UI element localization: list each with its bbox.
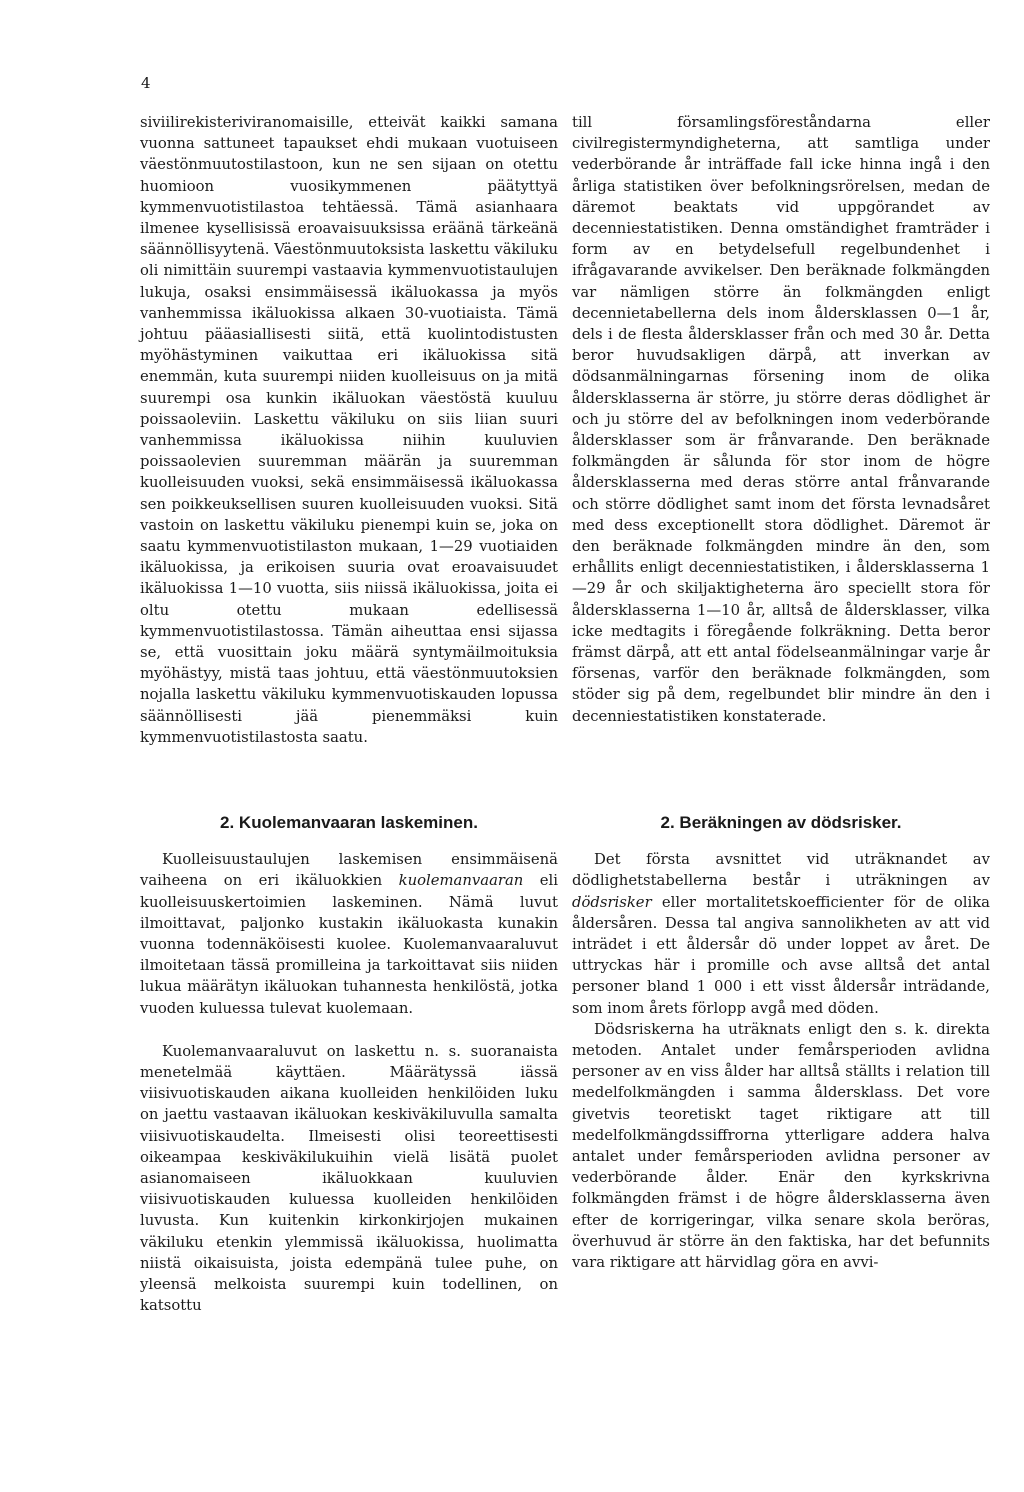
emphasized-term: kuolemanvaaran bbox=[398, 872, 524, 890]
finnish-continued-text bbox=[140, 112, 558, 748]
text-run: eli kuolleisuuskertoimien laskeminen. Nämä luvut ilmoittavat, paljonko kustakin ikäluokasta kunakin vuonna todennäköisesti kuolee. Kuolemanvaaraluvut ilmoitetaan tässä promilleina ja tarkoittavat siis niiden lukua määrätyn ikäluokan tuhannesta henkilöstä, jotka vuoden kuluessa tulevat kuolemaan. bbox=[140, 872, 558, 1017]
swedish-section bbox=[572, 812, 990, 1273]
paragraph: Kuolemanvaaraluvut on laskettu n. s. suoranaista menetelmää käyttäen. Määrätyssä iässä viisivuotiskauden aikana kuolleiden henkilöiden luku on jaettu vastaavan ikäluokan keskiväkiluvulla samalta viisivuotiskaudelta. Ilmeisesti olisi teoreettisesti oikeampaa keskiväkilukuihin vielä lisätä puolet asianomaiseen ikäluokkaan kuuluvien viisivuotiskauden kuluessa kuolleiden henkilöiden luvusta. Kun kuitenkin kirkonkirjojen mukainen väkiluku etenkin ylemmissä ikäluokissa, huolimatta niistä oikaisuista, joista edempänä tulee puhe, on yleensä melkoista suurempi kuin todellinen, on katsottu bbox=[140, 1042, 558, 1315]
text-run: Det första avsnittet vid uträknandet av dödlighetstabellerna består i uträkningen av bbox=[572, 851, 990, 890]
text-run: eller mortalitetskoefficienter för de olika åldersåren. Dessa tal angiva sannolikheten av att vid inträdet i ett åldersår dö under loppet av året. De uttryckas här i promille och avse alltså det antal personer bland 1 000 i ett visst åldersår inträdande, som inom årets förlopp avgå med döden. bbox=[572, 893, 990, 1017]
finnish-section bbox=[140, 812, 558, 1316]
paragraph: till församlingsföreståndarna eller civilregistermyndigheterna, att samtliga under vederbörande år inträffade fall icke hinna ingå i den årliga statistiken över befolkningsrörelsen, medan de däremot beaktats vid uppgörandet av decenniestatistiken. Denna omständighet framträder i form av en betydelsefull regelbundenhet i ifrågavarande avvikelser. Den beräknade folkmängden var nämligen större än folkmängden enligt decennietabellerna dels inom åldersklassen 0—1 år, dels i de flesta åldersklasser från och med 30 år. Detta beror huvudsakligen därpå, att inverkan av dödsanmälningarnas försening inom de olika åldersklasserna är större, ju större deras dödlighet är och ju större del av befolkningen inom vederbörande åldersklasser som är frånvarande. Den beräknade folkmängden är sålunda för stor inom de högre åldersklasserna med deras större antal frånvarande och större dödlighet samt inom det första levnadsåret med dess exceptionellt stora dödlighet. Däremot är den beräknade folkmängden mindre än den, som erhållits enligt decenniestatistiken, i åldersklasserna 1—29 år och skiljaktigheterna äro speciellt stora för åldersklasserna 1—10 år, alltså de åldersklasser, vilka icke medtagits i föregående folkräkning. Detta beror främst därpå, att ett antal födelseanmälningar varje år försenas, varför den beräknade folkmängden, som stöder sig på dem, regelbundet blir mindre än den i decenniestatistiken konstaterade. bbox=[572, 114, 990, 725]
section-heading: 2. Beräkningen av dödsrisker. bbox=[660, 813, 902, 832]
swedish-continued-text bbox=[572, 112, 990, 727]
page-number: 4 bbox=[141, 74, 151, 92]
text-run: Kuolleisuustaulujen laskemisen ensimmäisenä vaiheena on eri ikäluokkien bbox=[140, 851, 558, 890]
emphasized-term: dödsrisker bbox=[572, 893, 652, 911]
paragraph bbox=[572, 849, 990, 1019]
paragraph bbox=[140, 849, 558, 1019]
paragraph: Dödsriskerna ha uträknats enligt den s. k. direkta metoden. Antalet under femårsperioden avlidna personer av en viss ålder har alltså ställts i relation till medelfolkmängden i samma åldersklass. Det vore givetvis teoretiskt taget riktigare att till medelfolkmängdssiffrorna ytterligare addera halva antalet under femårsperioden avlidna personer av vederbörande ålder. Enär den kyrkskrivna folkmängden främst i de högre åldersklasserna även efter de korrigeringar, vilka senare skola beröras, överhuvud är större än den faktiska, har det befunnits vara riktigare att härvidlag göra en avvi- bbox=[572, 1020, 990, 1272]
paragraph: siviilirekisteriviranomaisille, etteivät kaikki samana vuonna sattuneet tapaukset ehdi mukaan vuotuiseen väestönmuutostilastoon, kun ne sen sijaan on otettu huomioon vuosikymmenen päätyttyä kymmenvuotistilastoa tehtäessä. Tämä asianhaara ilmenee kysellisissä eroavaisuuksissa eräänä tärkeänä säännöllisyytenä. Väestönmuutoksista laskettu väkiluku oli nimittäin suurempi vastaavia kymmenvuotistaulujen lukuja, osaksi ensimmäisessä ikäluokassa ja myös vanhemmissa ikäluokissa alkaen 30-vuotiaista. Tämä johtuu pääasiallisesti siitä, että kuolintodistusten myöhästyminen vaikuttaa eri ikäluokissa sitä enemmän, kuta suurempi niiden kuolleisuus on ja mitä suurempi osa kunkin ikäluokan väestöstä kuuluu poissaoleviin. Laskettu väkiluku on siis liian suuri vanhemmissa ikäluokissa niihin kuuluvien poissaolevien suuremman määrän ja suuremman kuolleisuuden vuoksi, sekä ensimmäisessä ikäluokassa sen poikkeuksellisen suuren kuolleisuuden vuoksi. Sitä vastoin on laskettu väkiluku pienempi kuin se, joka on saatu kymmenvuotistilaston mukaan, 1—29 vuotiaiden ikäluokissa, ja erikoisen suuria ovat eroavaisuudet ikäluokissa 1—10 vuotta, siis niissä ikäluokissa, joita ei oltu otettu mukaan edellisessä kymmenvuotistilastossa. Tämän aiheuttaa ensi sijassa se, että vuosittain joku määrä syntymäilmoituksia myöhästyy, mistä taas johtuu, että väestönmuutoksien nojalla laskettu väkiluku kymmenvuotiskauden lopussa säännöllisesti jää pienemmäksi kuin kymmenvuotistilastosta saatu. bbox=[140, 114, 558, 746]
section-heading: 2. Kuolemanvaaran laskeminen. bbox=[220, 813, 478, 832]
